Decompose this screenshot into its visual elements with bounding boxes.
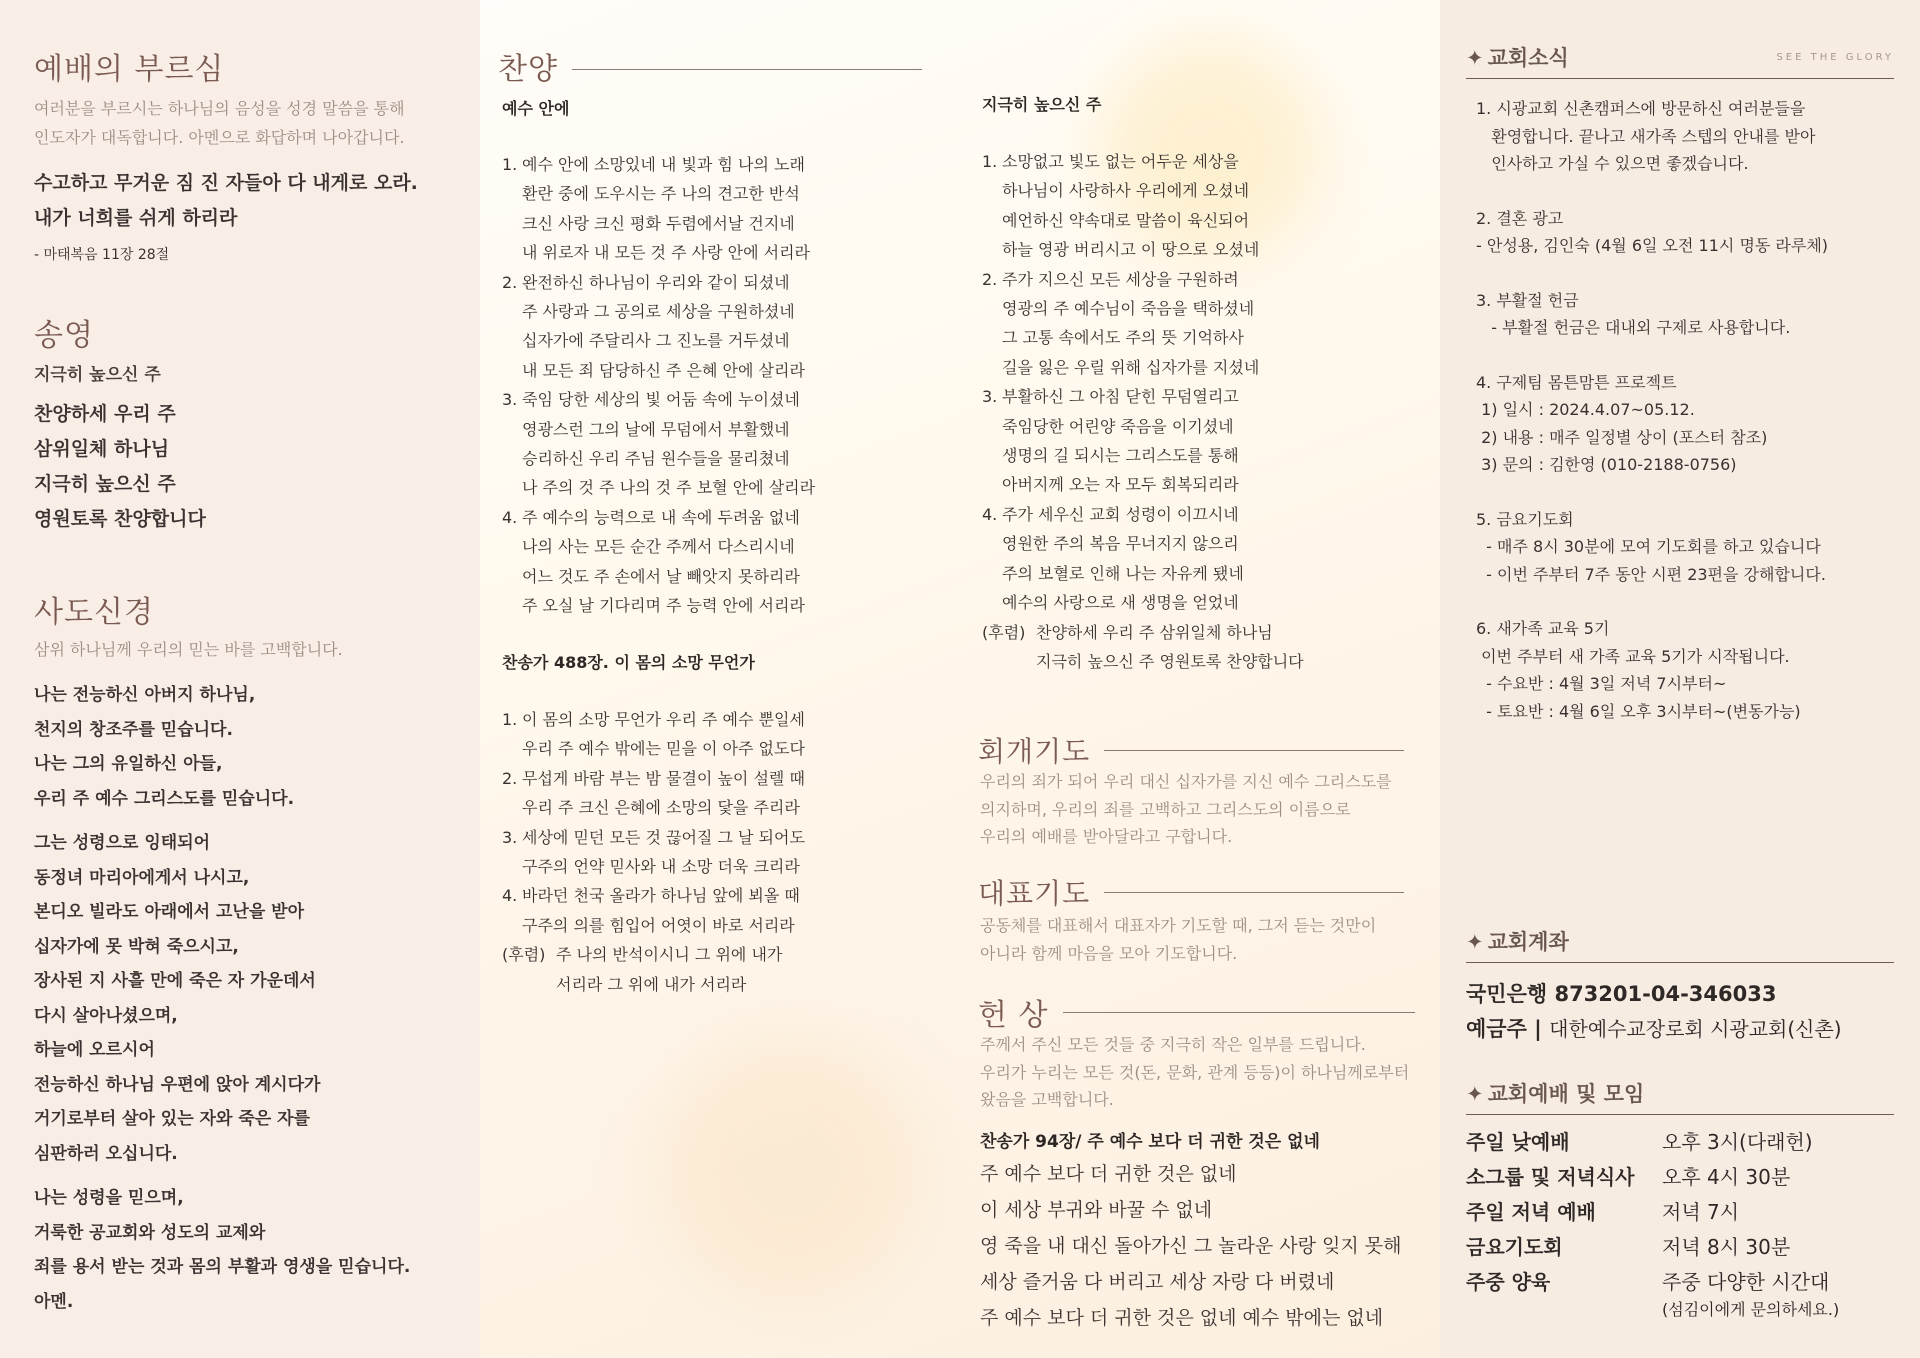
lyric-text: 소망없고 빛도 없는 어두운 세상을 <box>1002 152 1239 171</box>
lyric-line <box>502 562 815 591</box>
lyric-line: 주 예수 보다 더 귀한 것은 없네 예수 밖에는 없네 <box>980 1307 1384 1329</box>
divider <box>1063 1012 1415 1013</box>
news-line: - 부활절 헌금은 대내외 구제로 사용합니다. <box>1476 318 1791 337</box>
lyric-text: 어느 것도 주 손에서 날 빼앗지 못하리라 <box>522 566 800 586</box>
offering-header <box>978 990 1415 1034</box>
creed-line: 거룩한 공교회와 성도의 교제와 <box>34 1222 266 1243</box>
lyric-text: 주가 세우신 교회 성령이 이끄시네 <box>1002 504 1239 524</box>
desc-line: 아니라 함께 마음을 모아 기도합니다. <box>980 943 1238 963</box>
section-title: 대표기도 <box>978 877 1091 910</box>
lyric-text: 영광스런 그의 날에 무덤에서 부활했네 <box>522 419 790 439</box>
creed-line: 십자가에 못 박혀 죽으시고, <box>34 936 239 957</box>
creed-line: 동정녀 마리아에게서 나시고, <box>34 867 250 888</box>
schedule-section <box>1466 1078 1894 1320</box>
lyric-line <box>982 618 1304 647</box>
account-header <box>1466 926 1894 963</box>
lyric-line <box>982 147 1304 176</box>
lyric-line <box>982 441 1304 470</box>
schedule-header <box>1466 1078 1894 1115</box>
verse-number: 1. <box>982 152 998 171</box>
representative-desc <box>980 912 1376 967</box>
lyric-text: 십자가에 주달리사 그 진노를 거두셨네 <box>522 331 790 351</box>
schedule-name: 주중 양육 <box>1466 1270 1551 1294</box>
lyric-line <box>502 209 815 238</box>
lyric-line <box>502 705 805 734</box>
lyric-line <box>982 559 1304 588</box>
creed-line: 다시 살아나셨으며, <box>34 1005 178 1026</box>
lyric-line <box>502 179 815 208</box>
right-panel <box>1440 0 1920 1358</box>
verse-number: 4. <box>982 504 998 524</box>
desc-line: 의지하며, 우리의 죄를 고백하고 그리스도의 이름으로 <box>980 799 1351 819</box>
section-title: 교회계좌 <box>1487 930 1569 954</box>
verse-number: 3. <box>502 827 518 847</box>
lyric-text: 완전하신 하나님이 우리와 같이 되셨네 <box>522 272 790 292</box>
lyric-line <box>502 444 815 473</box>
news-line: 2. 결혼 광고 <box>1476 208 1564 228</box>
creed-block <box>34 678 450 816</box>
schedule-note: (섬김이에게 문의하세요.) <box>1662 1300 1840 1319</box>
lyric-text: 나의 사는 모든 순간 주께서 다스리시네 <box>522 537 795 557</box>
schedule-row <box>1466 1160 1894 1195</box>
lyric-line <box>982 235 1304 264</box>
section-desc: 여러분을 부르시는 하나님의 음성을 성경 말씀을 통해 <box>34 99 405 118</box>
lyric-text: 승리하신 우리 주님 원수들을 물리쳤네 <box>522 449 790 469</box>
news-list <box>1466 95 1894 725</box>
lyric-text: 영원한 주의 복음 무너지지 않으리 <box>1002 534 1239 554</box>
desc-line: 왔음을 고백합니다. <box>980 1090 1114 1109</box>
lyric-line <box>502 385 815 414</box>
news-item <box>1466 369 1894 479</box>
creed-line: 본디오 빌라도 아래에서 고난을 받아 <box>34 902 305 922</box>
lyric-text: 나 주의 것 주 나의 것 주 보혈 안에 살리라 <box>522 478 816 498</box>
lyric-text: 지극히 높으신 주 영원토록 찬양합니다 <box>1036 651 1304 671</box>
lyric-line <box>502 473 815 502</box>
creed-line: 우리 주 예수 그리스도를 믿습니다. <box>34 788 295 809</box>
creed-block <box>34 826 450 1171</box>
creed-line: 아멘. <box>34 1291 74 1312</box>
lyric-line <box>502 503 815 532</box>
creed-line: 천지의 창조주를 믿습니다. <box>34 719 233 740</box>
lyric-line <box>502 852 805 881</box>
lyric-text: 생명의 길 되시는 그리스도를 통해 <box>1002 446 1239 466</box>
lyric-line <box>502 911 805 940</box>
lyric-line <box>502 764 805 793</box>
schedule-name: 주일 저녁 예배 <box>1466 1200 1596 1224</box>
lyric-text: 주의 보혈로 인해 나는 자유케 됐네 <box>1002 563 1244 583</box>
song-title: 지극히 높으신 주 <box>982 95 1102 114</box>
lyric-text: 찬양하세 우리 주 삼위일체 하나님 <box>1036 622 1273 642</box>
schedule-time-text: 저녁 7시 <box>1662 1200 1740 1224</box>
star-icon: ✦ <box>1466 1082 1484 1106</box>
section-title: 회개기도 <box>978 735 1091 768</box>
lyric-text: 주 나의 반석이시니 그 위에 내가 <box>556 945 783 965</box>
desc-line: 우리의 예배를 받아달라고 구합니다. <box>980 827 1233 846</box>
lyric-text: 우리 주 크신 은혜에 소망의 닻을 주리라 <box>522 798 800 818</box>
schedule-time <box>1662 1230 1790 1265</box>
lyric-text: 바라던 천국 올라가 하나님 앞에 뵈올 때 <box>522 886 800 906</box>
lyric-line <box>502 532 815 561</box>
lyric-line <box>502 150 815 179</box>
news-line: 이번 주부터 새 가족 교육 5기가 시작됩니다. <box>1476 646 1790 666</box>
doxology-section <box>34 310 450 537</box>
creed-line: 나는 전능하신 아버지 하나님, <box>34 685 256 705</box>
lyric-text: 무섭게 바람 부는 밤 물결이 높이 설렐 때 <box>522 768 805 788</box>
verse-number: 4. <box>502 886 518 906</box>
call-to-worship-section <box>34 44 450 264</box>
representative-header <box>978 872 1404 912</box>
song-lyrics <box>982 147 1304 676</box>
section-desc: 삼위 하나님께 우리의 믿는 바를 고백합니다. <box>34 640 343 659</box>
lyric-line <box>502 734 805 763</box>
doxology-lines <box>34 397 450 537</box>
song-title: 지극히 높으신 주 <box>34 365 161 385</box>
news-item <box>1466 615 1894 725</box>
creed-line: 거기로부터 살아 있는 자와 죽은 자를 <box>34 1109 310 1129</box>
star-icon: ✦ <box>1466 930 1484 954</box>
account-holder: 대한예수교장로회 시광교회(신촌) <box>1549 1017 1842 1041</box>
lyric-text: 구주의 의를 힘입어 어엿이 바로 서리라 <box>522 915 795 935</box>
schedule-time-text: 저녁 8시 30분 <box>1662 1235 1791 1259</box>
lyric-text: 크신 사랑 크신 평화 두렴에서날 건지네 <box>522 213 795 233</box>
lyric-line: 세상 즐거움 다 버리고 세상 자랑 다 버렸네 <box>980 1271 1335 1293</box>
lyric-text: 부활하신 그 아침 닫힌 무덤열리고 <box>1002 387 1239 407</box>
doxology-line: 찬양하세 우리 주 <box>34 403 176 425</box>
schedule-name: 주일 낮예배 <box>1466 1130 1570 1154</box>
praise-header <box>498 44 922 88</box>
desc-line: 공동체를 대표해서 대표자가 기도할 때, 그저 듣는 것만이 <box>980 916 1377 935</box>
verse-number: 3. <box>502 390 518 410</box>
news-item <box>1466 95 1894 178</box>
verse-number: 4. <box>502 507 518 527</box>
decor-glow <box>660 1040 920 1300</box>
lyric-line <box>502 793 805 822</box>
section-title: 교회예배 및 모임 <box>1487 1082 1645 1106</box>
news-line: 4. 구제팀 몸튼맘튼 프로젝트 <box>1476 372 1677 392</box>
news-line: 5. 금요기도회 <box>1476 509 1574 529</box>
doxology-line: 삼위일체 하나님 <box>34 438 170 460</box>
news-item <box>1466 506 1894 589</box>
scripture-line: 수고하고 무거운 짐 진 자들아 다 내게로 오라. <box>34 172 418 194</box>
schedule-row <box>1466 1195 1894 1230</box>
lyric-line <box>502 268 815 297</box>
lyric-text: 그 고통 속에서도 주의 뜻 기억하사 <box>1002 328 1244 348</box>
scripture-line: 내가 너희를 쉬게 하리라 <box>34 207 238 229</box>
song-title: 찬송가 488장. 이 몸의 소망 무언가 <box>502 653 755 672</box>
lyric-text: 길을 잃은 우릴 위해 십자가를 지셨네 <box>1002 357 1260 377</box>
lyric-text: 서리라 그 위에 내가 서리라 <box>556 974 747 994</box>
lyric-line: 영 죽을 내 대신 돌아가신 그 놀라운 사랑 잊지 못해 <box>980 1235 1402 1257</box>
doxology-line: 영원토록 찬양합니다 <box>34 508 206 530</box>
lyric-text: 내 모든 죄 담당하신 주 은혜 안에 살리라 <box>522 360 805 380</box>
desc-line: 주께서 주신 모든 것들 중 지극히 작은 일부를 드립니다. <box>980 1035 1366 1054</box>
schedule-table <box>1466 1125 1894 1320</box>
lyric-line: 주 예수 보다 더 귀한 것은 없네 <box>980 1163 1237 1185</box>
news-line: - 안성용, 김인숙 (4월 6일 오전 11시 명동 라루체) <box>1476 236 1829 255</box>
lyric-line <box>982 500 1304 529</box>
lyric-line <box>502 881 805 910</box>
news-line: 인사하고 가실 수 있으면 좋겠습니다. <box>1476 154 1749 173</box>
section-desc: 인도자가 대독합니다. 아멘으로 화답하며 나아갑니다. <box>34 128 405 147</box>
lyric-text: 아버지께 오는 자 모두 회복되리라 <box>1002 475 1239 495</box>
lyric-text: 구주의 언약 믿사와 내 소망 더욱 크리라 <box>522 857 800 877</box>
lyric-line <box>982 353 1304 382</box>
news-line: - 이번 주부터 7주 동안 시편 23편을 강해합니다. <box>1476 564 1826 584</box>
lyric-text: 내 위로자 내 모든 것 주 사랑 안에 서리라 <box>522 243 810 263</box>
news-header <box>1466 42 1894 79</box>
creed-line: 나는 그의 유일하신 아들, <box>34 754 223 774</box>
lyric-line <box>982 412 1304 441</box>
section-title: 예배의 부르심 <box>34 52 225 87</box>
creed-line: 하늘에 오르시어 <box>34 1040 155 1060</box>
news-item <box>1466 205 1894 260</box>
lyric-text: 하나님이 사랑하사 우리에게 오셨네 <box>1002 181 1250 201</box>
lyric-line <box>982 470 1304 499</box>
schedule-time <box>1662 1195 1739 1230</box>
lyric-line <box>502 297 815 326</box>
confession-desc <box>980 768 1392 851</box>
lyric-text: 세상에 믿던 모든 것 끊어질 그 날 되어도 <box>522 827 805 847</box>
lyric-text: 환란 중에 도우시는 주 나의 견고한 반석 <box>522 184 800 204</box>
schedule-time <box>1662 1265 1839 1320</box>
lyric-text: 영광의 주 예수님이 죽음을 택하셨네 <box>1002 299 1255 319</box>
verse-number: 2. <box>502 768 518 788</box>
lyric-text: 죽임당한 어린양 죽음을 이기셨네 <box>1002 416 1234 436</box>
section-title: 송영 <box>34 318 94 353</box>
lyric-text: 우리 주 예수 밖에는 믿을 이 아주 없도다 <box>522 739 805 759</box>
desc-line: 우리가 누리는 모든 것(돈, 문화, 관계 등등)이 하나님께로부터 <box>980 1062 1410 1082</box>
section-title: 찬양 <box>498 52 558 87</box>
schedule-time-text: 오후 3시(다래헌) <box>1662 1130 1813 1154</box>
star-icon: ✦ <box>1466 46 1484 70</box>
lyric-text: 예수 안에 소망있네 내 빛과 힘 나의 노래 <box>522 155 805 174</box>
account-holder-label: 예금주 | <box>1466 1017 1542 1041</box>
lyric-text: 죽임 당한 세상의 빛 어둠 속에 누이셨네 <box>522 390 800 410</box>
lyric-line <box>502 591 815 620</box>
section-title: 사도신경 <box>34 595 154 630</box>
verse-number: 3. <box>982 387 998 407</box>
creed-line: 나는 성령을 믿으며, <box>34 1188 184 1208</box>
verse-number: 2. <box>502 272 518 292</box>
lyric-line <box>982 529 1304 558</box>
offering-song-lyrics <box>980 1156 1401 1336</box>
lyric-line <box>982 206 1304 235</box>
creed-block <box>34 1181 450 1319</box>
verse-number: 2. <box>982 269 998 289</box>
creed-line: 전능하신 하나님 우편에 앉아 계시다가 <box>34 1074 321 1095</box>
news-item <box>1466 287 1894 342</box>
schedule-time <box>1662 1125 1813 1160</box>
lyric-line: 이 세상 부귀와 바꿀 수 없네 <box>980 1199 1213 1221</box>
verse-number: (후렴) <box>502 945 546 965</box>
lyric-line <box>502 823 805 852</box>
doxology-line: 지극히 높으신 주 <box>34 473 176 495</box>
song-title: 찬송가 94장/ 주 예수 보다 더 귀한 것은 없네 <box>980 1132 1320 1152</box>
lyric-text: 주 예수의 능력으로 내 속에 두려움 없네 <box>522 507 800 527</box>
verse-number: 1. <box>502 710 518 729</box>
song-lyrics <box>502 705 805 999</box>
lyric-line <box>502 326 815 355</box>
schedule-time-text: 오후 4시 30분 <box>1662 1165 1791 1189</box>
creed-line: 그는 성령으로 잉태되어 <box>34 833 211 853</box>
news-line: - 매주 8시 30분에 모여 기도회를 하고 있습니다 <box>1476 537 1821 556</box>
song-lyrics <box>502 150 815 621</box>
lyric-line <box>982 176 1304 205</box>
lyric-line <box>982 323 1304 352</box>
lyric-line <box>502 940 805 969</box>
news-line: 3. 부활절 헌금 <box>1476 290 1579 310</box>
lyric-line <box>502 356 815 385</box>
creed-line: 심판하러 오십니다. <box>34 1143 178 1164</box>
verse-number: (후렴) <box>982 622 1026 642</box>
lyric-text: 예수의 사랑으로 새 생명을 얻었네 <box>1002 593 1239 613</box>
divider <box>1104 750 1404 751</box>
middle-panel <box>480 0 1440 1358</box>
lyric-line <box>502 238 815 267</box>
left-panel <box>0 0 480 1358</box>
lyric-text: 예언하신 약속대로 말씀이 육신되어 <box>1002 210 1250 230</box>
lyric-text: 이 몸의 소망 무언가 우리 주 예수 뿐일세 <box>522 710 805 729</box>
tagline: SEE THE GLORY <box>1776 51 1894 63</box>
news-line: - 토요반 : 4월 6일 오후 3시부터~(변동가능) <box>1476 701 1801 721</box>
lyric-text: 하늘 영광 버리시고 이 땅으로 오셨네 <box>1002 240 1260 260</box>
section-title: 헌 상 <box>978 998 1049 1033</box>
desc-line: 우리의 죄가 되어 우리 대신 십자가를 지신 예수 그리스도를 <box>980 772 1392 791</box>
lyric-line <box>502 970 805 999</box>
confession-header <box>978 730 1404 770</box>
lyric-line <box>982 382 1304 411</box>
news-line: 3) 문의 : 김한영 (010-2188-0756) <box>1476 455 1737 474</box>
lyric-line <box>982 265 1304 294</box>
divider <box>1104 892 1404 893</box>
lyric-text: 주 사랑과 그 공의로 세상을 구원하셨네 <box>522 302 795 322</box>
lyric-line <box>502 415 815 444</box>
schedule-row <box>1466 1230 1894 1265</box>
news-line: 환영합니다. 끝나고 새가족 스텝의 안내를 받아 <box>1476 126 1816 146</box>
lyric-line <box>982 588 1304 617</box>
creed-line: 죄를 용서 받는 것과 몸의 부활과 영생을 믿습니다. <box>34 1257 411 1277</box>
account-section <box>1466 926 1894 1047</box>
news-line: 1. 시광교회 신촌캠퍼스에 방문하신 여러분들을 <box>1476 99 1806 118</box>
schedule-name: 소그룹 및 저녁식사 <box>1466 1165 1635 1189</box>
verse-number: 1. <box>502 155 518 174</box>
lyric-text: 주 오실 날 기다리며 주 능력 안에 서리라 <box>522 596 805 616</box>
lyric-text: 주가 지으신 모든 세상을 구원하려 <box>1002 269 1239 289</box>
lyric-line <box>982 294 1304 323</box>
schedule-time-text: 주중 다양한 시간대 <box>1662 1270 1830 1294</box>
schedule-time <box>1662 1160 1790 1195</box>
section-title: 교회소식 <box>1487 46 1569 70</box>
song-title: 예수 안에 <box>502 99 570 118</box>
scripture-ref: - 마태복음 11장 28절 <box>34 247 170 263</box>
news-line: - 수요반 : 4월 3일 저녁 7시부터~ <box>1476 674 1727 693</box>
divider <box>572 69 922 70</box>
bank-account: 국민은행 873201-04-346033 <box>1466 982 1777 1006</box>
offering-desc <box>980 1031 1409 1114</box>
news-line: 6. 새가족 교육 5기 <box>1476 619 1610 638</box>
schedule-row <box>1466 1125 1894 1160</box>
news-line: 1) 일시 : 2024.4.07~05.12. <box>1476 400 1695 419</box>
news-line: 2) 내용 : 매주 일정별 상이 (포스터 참조) <box>1476 427 1768 447</box>
schedule-name: 금요기도회 <box>1466 1235 1563 1259</box>
schedule-row <box>1466 1265 1894 1320</box>
lyric-line <box>982 647 1304 676</box>
creed-section <box>34 587 450 1319</box>
creed-line: 장사된 지 사흘 만에 죽은 자 가운데서 <box>34 971 316 991</box>
